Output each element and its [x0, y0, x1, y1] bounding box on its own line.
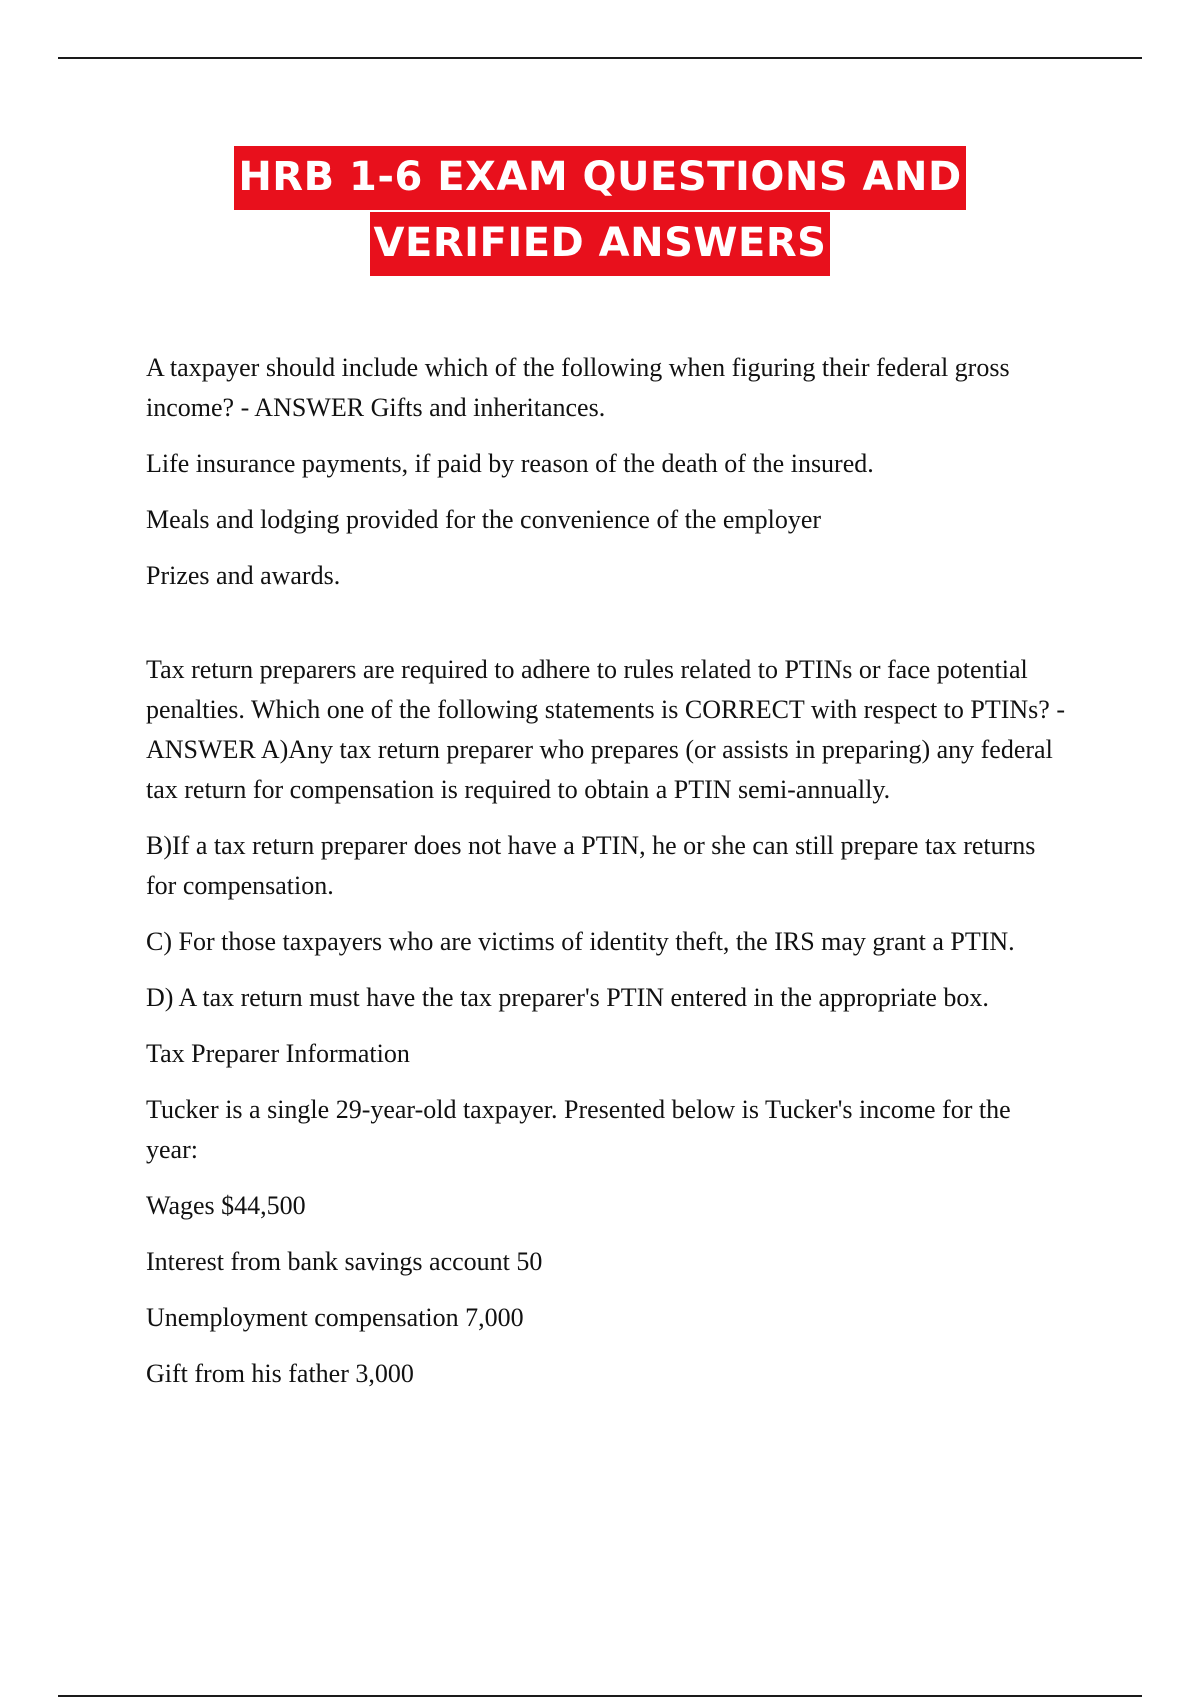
option-d-paragraph: D) A tax return must have the tax preparer's PTIN entered in the appropriate box.: [146, 983, 989, 1012]
document-body: [146, 348, 1066, 1410]
answer-1-item-life-insurance: Life insurance payments, if paid by reason of the death of the insured.: [146, 449, 874, 478]
income-item-interest: Interest from bank savings account 50: [146, 1247, 543, 1276]
answer-1-item-meals-lodging: Meals and lodging provided for the convenience of the employer: [146, 505, 822, 534]
income-item-gift: Gift from his father 3,000: [146, 1359, 414, 1388]
question-2-paragraph: Tax return preparers are required to adhere to rules related to PTINs or face potential penalties. Which one of the following statements is CORRECT with respect to PTINs? - ANSWER A)Any tax return preparer who prepares (or assists in preparing) any federal tax return for compensation is required to obtain a PTIN semi-annually.: [146, 655, 1066, 804]
question-1-paragraph: A taxpayer should include which of the following when figuring their federal gross income? - ANSWER Gifts and inheritances.: [146, 353, 1010, 422]
title-line-1: HRB 1-6 EXAM QUESTIONS AND: [234, 146, 965, 210]
option-b-paragraph: B)If a tax return preparer does not have a PTIN, he or she can still prepare tax returns for compensation.: [146, 831, 1036, 900]
answer-1-item-prizes: Prizes and awards.: [146, 561, 341, 590]
income-item-unemployment: Unemployment compensation 7,000: [146, 1303, 524, 1332]
document-title: [0, 146, 1200, 278]
title-line-2: VERIFIED ANSWERS: [370, 212, 831, 276]
bottom-rule: [58, 1695, 1142, 1697]
top-rule: [58, 57, 1142, 59]
tax-preparer-information: Tax Preparer Information: [146, 1039, 410, 1068]
option-c-paragraph: C) For those taxpayers who are victims of identity theft, the IRS may grant a PTIN.: [146, 927, 1015, 956]
question-3-paragraph: Tucker is a single 29-year-old taxpayer. Presented below is Tucker's income for the year:: [146, 1095, 1011, 1164]
income-item-wages: Wages $44,500: [146, 1191, 306, 1220]
